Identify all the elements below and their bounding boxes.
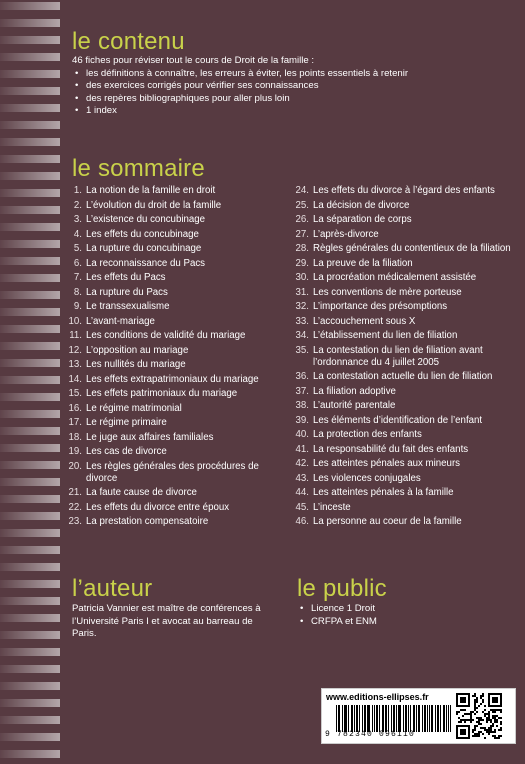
public-item: • CRFPA et ENM — [297, 616, 377, 629]
contenu-bullet: • 1 index — [72, 105, 512, 118]
toc-item-title: La rupture du concubinage — [86, 243, 202, 254]
toc-item-number: 24. — [295, 185, 309, 196]
toc-item-title: Le régime primaire — [86, 417, 167, 428]
toc-item-number: 34. — [295, 330, 309, 341]
sommaire-column-left — [60, 185, 278, 531]
toc-item-title: L’établissement du lien de filiation — [313, 330, 458, 341]
toc-item-title: L’évolution du droit de la famille — [86, 199, 222, 211]
stripe — [0, 427, 60, 435]
toc-item-number: 19. — [68, 446, 82, 457]
toc-item-title: La filiation adoptive — [313, 385, 396, 397]
toc-item — [60, 185, 278, 197]
toc-item-title: Les effets du Pacs — [86, 272, 166, 283]
toc-item-number: 25. — [295, 199, 309, 211]
toc-item-title: Les nullités du mariage — [86, 359, 186, 370]
toc-item-number: 18. — [68, 431, 82, 443]
auteur-text: Patricia Vannier est maître de conférences à l’Université Paris I et avocat au barreau de Paris. — [72, 603, 261, 640]
publisher-website: www.editions-ellipses.fr — [326, 692, 429, 702]
toc-item-title: Les effets du divorce à l’égard des enfants — [313, 185, 495, 196]
stripe — [0, 410, 60, 418]
stripe — [0, 614, 60, 622]
toc-item — [60, 316, 278, 328]
stripe — [0, 223, 60, 231]
toc-item-number: 44. — [295, 487, 309, 499]
stripe — [0, 461, 60, 469]
toc-item — [289, 429, 521, 441]
toc-item-title: Les effets du concubinage — [86, 228, 199, 240]
toc-item-title: La procréation médicalement assistée — [313, 272, 477, 283]
stripe — [0, 53, 60, 61]
toc-item — [289, 301, 521, 313]
stripe — [0, 716, 60, 724]
toc-item-number: 7. — [73, 272, 82, 283]
toc-item-number: 38. — [295, 400, 309, 412]
toc-item-number: 45. — [295, 501, 309, 513]
stripe — [0, 699, 60, 707]
toc-item-title: La responsabilité du fait des enfants — [313, 443, 469, 455]
toc-item — [289, 386, 521, 398]
toc-item — [60, 330, 278, 342]
stripe — [0, 376, 60, 384]
toc-item-number: 5. — [73, 243, 82, 254]
toc-item — [60, 243, 278, 255]
toc-item-title: Les violences conjugales — [313, 472, 421, 484]
stripe — [0, 733, 60, 741]
stripe — [0, 750, 60, 758]
toc-item-title: Règles générales du contentieux de la filiation — [313, 243, 511, 254]
toc-item — [60, 272, 278, 284]
toc-item — [289, 444, 521, 456]
toc-item-title: La contestation du lien de filiation avant l’ordonnance du 4 juillet 2005 — [313, 344, 483, 368]
toc-item-title: L’opposition au mariage — [86, 344, 189, 356]
stripe — [0, 274, 60, 282]
toc-item — [60, 502, 278, 514]
toc-item — [289, 458, 521, 470]
stripe — [0, 291, 60, 299]
stripe — [0, 2, 60, 10]
stripe — [0, 512, 60, 520]
stripe — [0, 546, 60, 554]
toc-item-number: 41. — [295, 443, 309, 455]
toc-item-number: 30. — [295, 272, 309, 283]
stripe — [0, 36, 60, 44]
toc-item-title: Les effets patrimoniaux du mariage — [86, 388, 238, 399]
toc-item-title: Les atteintes pénales aux mineurs — [313, 458, 461, 470]
toc-item-title: La reconnaissance du Pacs — [86, 257, 206, 269]
public-list — [297, 603, 377, 628]
stripe — [0, 325, 60, 333]
toc-item — [60, 487, 278, 499]
toc-item-number: 11. — [69, 330, 82, 341]
toc-item-number: 16. — [68, 402, 82, 414]
toc-item-title: Le juge aux affaires familiales — [86, 431, 214, 443]
stripe — [0, 393, 60, 401]
toc-item-title: La prestation compensatoire — [86, 516, 209, 528]
toc-item-number: 39. — [295, 414, 309, 426]
barcode-icon — [336, 705, 451, 732]
toc-item-number: 43. — [295, 472, 309, 484]
toc-item — [60, 301, 278, 313]
stripe — [0, 648, 60, 656]
qr-code-icon — [456, 693, 502, 739]
toc-item-number: 29. — [295, 257, 309, 269]
toc-item-number: 9. — [73, 301, 82, 312]
sommaire-column-right — [289, 185, 521, 531]
stripe — [0, 240, 60, 248]
toc-item-title: La protection des enfants — [313, 429, 422, 441]
toc-item-number: 15. — [68, 388, 82, 399]
decorative-stripes — [0, 0, 62, 764]
toc-item-title: La contestation actuelle du lien de filiation — [313, 371, 493, 383]
toc-item-number: 2. — [73, 199, 82, 211]
toc-item — [60, 258, 278, 270]
toc-item-number: 21. — [68, 487, 82, 499]
toc-item-number: 32. — [295, 301, 309, 312]
toc-item-number: 36. — [295, 371, 309, 383]
toc-item-title: Les conditions de validité du mariage — [86, 330, 246, 341]
toc-item-number: 4. — [73, 228, 82, 240]
toc-item-number: 46. — [295, 516, 309, 528]
contenu-heading: le contenu — [72, 28, 185, 55]
contenu-bullet: • des repères bibliographiques pour aller plus loin — [72, 93, 512, 106]
stripe — [0, 563, 60, 571]
stripe — [0, 19, 60, 27]
contenu-bullet: • des exercices corrigés pour vérifier ses connaissances — [72, 80, 512, 93]
toc-item-number: 40. — [295, 429, 309, 441]
toc-item-number: 42. — [295, 458, 309, 470]
contenu-block — [72, 55, 512, 118]
toc-item — [289, 371, 521, 383]
toc-item-title: La rupture du Pacs — [86, 286, 168, 298]
toc-item-title: Les effets du divorce entre époux — [86, 501, 230, 513]
toc-item-title: L’avant-mariage — [86, 315, 155, 327]
toc-item-title: La faute cause de divorce — [86, 487, 197, 499]
toc-item-number: 3. — [73, 214, 82, 225]
toc-item — [60, 516, 278, 528]
toc-item — [289, 400, 521, 412]
toc-item-title: L’inceste — [313, 501, 351, 513]
toc-item-number: 23. — [68, 516, 82, 528]
toc-item-title: Les conventions de mère porteuse — [313, 286, 462, 298]
stripe — [0, 580, 60, 588]
toc-item-number: 37. — [295, 385, 309, 397]
toc-item-title: La séparation de corps — [313, 214, 412, 225]
toc-item-title: L’importance des présomptions — [313, 301, 448, 312]
toc-item-number: 27. — [295, 228, 309, 240]
toc-item-number: 1. — [73, 185, 82, 196]
toc-item-title: Les éléments d’identification de l’enfant — [313, 414, 483, 426]
toc-item-title: Les cas de divorce — [86, 446, 167, 457]
toc-item — [60, 214, 278, 226]
toc-item-number: 12. — [68, 344, 82, 356]
toc-item — [289, 243, 521, 255]
stripe — [0, 70, 60, 78]
toc-item-title: La décision de divorce — [313, 199, 410, 211]
isbn-number: 9 782340 096110 — [325, 730, 416, 739]
toc-item-title: L’existence du concubinage — [86, 214, 206, 225]
toc-item — [289, 316, 521, 328]
contenu-bullet: • les définitions à connaître, les erreurs à éviter, les points essentiels à retenir — [72, 68, 512, 81]
toc-item-number: 20. — [68, 460, 82, 472]
toc-item — [60, 287, 278, 299]
toc-item — [289, 185, 521, 197]
toc-item — [289, 415, 521, 427]
toc-item-title: L’après-divorce — [313, 228, 379, 240]
toc-item-number: 35. — [295, 344, 309, 356]
stripe — [0, 342, 60, 350]
toc-item — [60, 403, 278, 415]
toc-item — [60, 200, 278, 212]
toc-item — [60, 345, 278, 357]
toc-item-number: 33. — [295, 315, 309, 327]
toc-item-number: 6. — [73, 257, 82, 269]
toc-item — [60, 432, 278, 444]
stripe — [0, 478, 60, 486]
stripe — [0, 529, 60, 537]
stripe — [0, 206, 60, 214]
toc-item-title: La personne au coeur de la famille — [313, 516, 462, 528]
stripe — [0, 121, 60, 129]
toc-item — [289, 287, 521, 299]
barcode-panel — [321, 688, 516, 744]
toc-item — [60, 461, 278, 485]
stripe — [0, 631, 60, 639]
stripe — [0, 189, 60, 197]
toc-item — [289, 258, 521, 270]
contenu-bullet-list — [72, 68, 512, 118]
toc-item-title: Le régime matrimonial — [86, 402, 182, 414]
stripe — [0, 597, 60, 605]
toc-item-number: 31. — [295, 286, 309, 298]
stripe — [0, 444, 60, 452]
toc-item-title: L’autorité parentale — [313, 400, 396, 412]
public-heading: le public — [297, 575, 387, 602]
toc-item — [289, 516, 521, 528]
toc-item-title: Les effets extrapatrimoniaux du mariage — [86, 373, 259, 385]
toc-item-title: Les règles générales des procédures de divorce — [86, 460, 259, 484]
toc-item — [289, 272, 521, 284]
toc-item-number: 14. — [68, 373, 82, 385]
sommaire-heading: le sommaire — [72, 155, 205, 182]
stripe — [0, 87, 60, 95]
toc-item — [60, 388, 278, 400]
toc-item-number: 28. — [295, 243, 309, 254]
auteur-heading: l’auteur — [72, 575, 153, 602]
toc-item-number: 17. — [68, 417, 82, 428]
toc-item — [289, 330, 521, 342]
toc-item-title: La preuve de la filiation — [313, 257, 413, 269]
stripe — [0, 257, 60, 265]
toc-item — [60, 229, 278, 241]
toc-item-number: 22. — [68, 501, 82, 513]
stripe — [0, 172, 60, 180]
toc-item — [289, 473, 521, 485]
stripe — [0, 495, 60, 503]
stripe — [0, 104, 60, 112]
stripe — [0, 155, 60, 163]
toc-item — [289, 487, 521, 499]
stripe — [0, 138, 60, 146]
stripe — [0, 359, 60, 367]
stripe — [0, 308, 60, 316]
toc-item — [289, 229, 521, 241]
contenu-intro: 46 fiches pour réviser tout le cours de Droit de la famille : — [72, 55, 315, 66]
toc-item — [289, 502, 521, 514]
toc-item-title: La notion de la famille en droit — [86, 185, 216, 196]
toc-item — [60, 446, 278, 458]
toc-item-title: L’accouchement sous X — [313, 315, 416, 327]
toc-item — [60, 417, 278, 429]
toc-item-number: 13. — [68, 359, 82, 370]
toc-item-number: 8. — [73, 286, 82, 298]
toc-item — [60, 374, 278, 386]
toc-item-number: 26. — [295, 214, 309, 225]
toc-item — [60, 359, 278, 371]
toc-item — [289, 200, 521, 212]
public-item: • Licence 1 Droit — [297, 603, 377, 616]
toc-item-number: 10. — [68, 315, 82, 327]
toc-item — [289, 345, 521, 369]
stripe — [0, 665, 60, 673]
stripe — [0, 682, 60, 690]
toc-item-title: Le transsexualisme — [86, 301, 170, 312]
toc-item-title: Les atteintes pénales à la famille — [313, 487, 454, 499]
toc-item — [289, 214, 521, 226]
